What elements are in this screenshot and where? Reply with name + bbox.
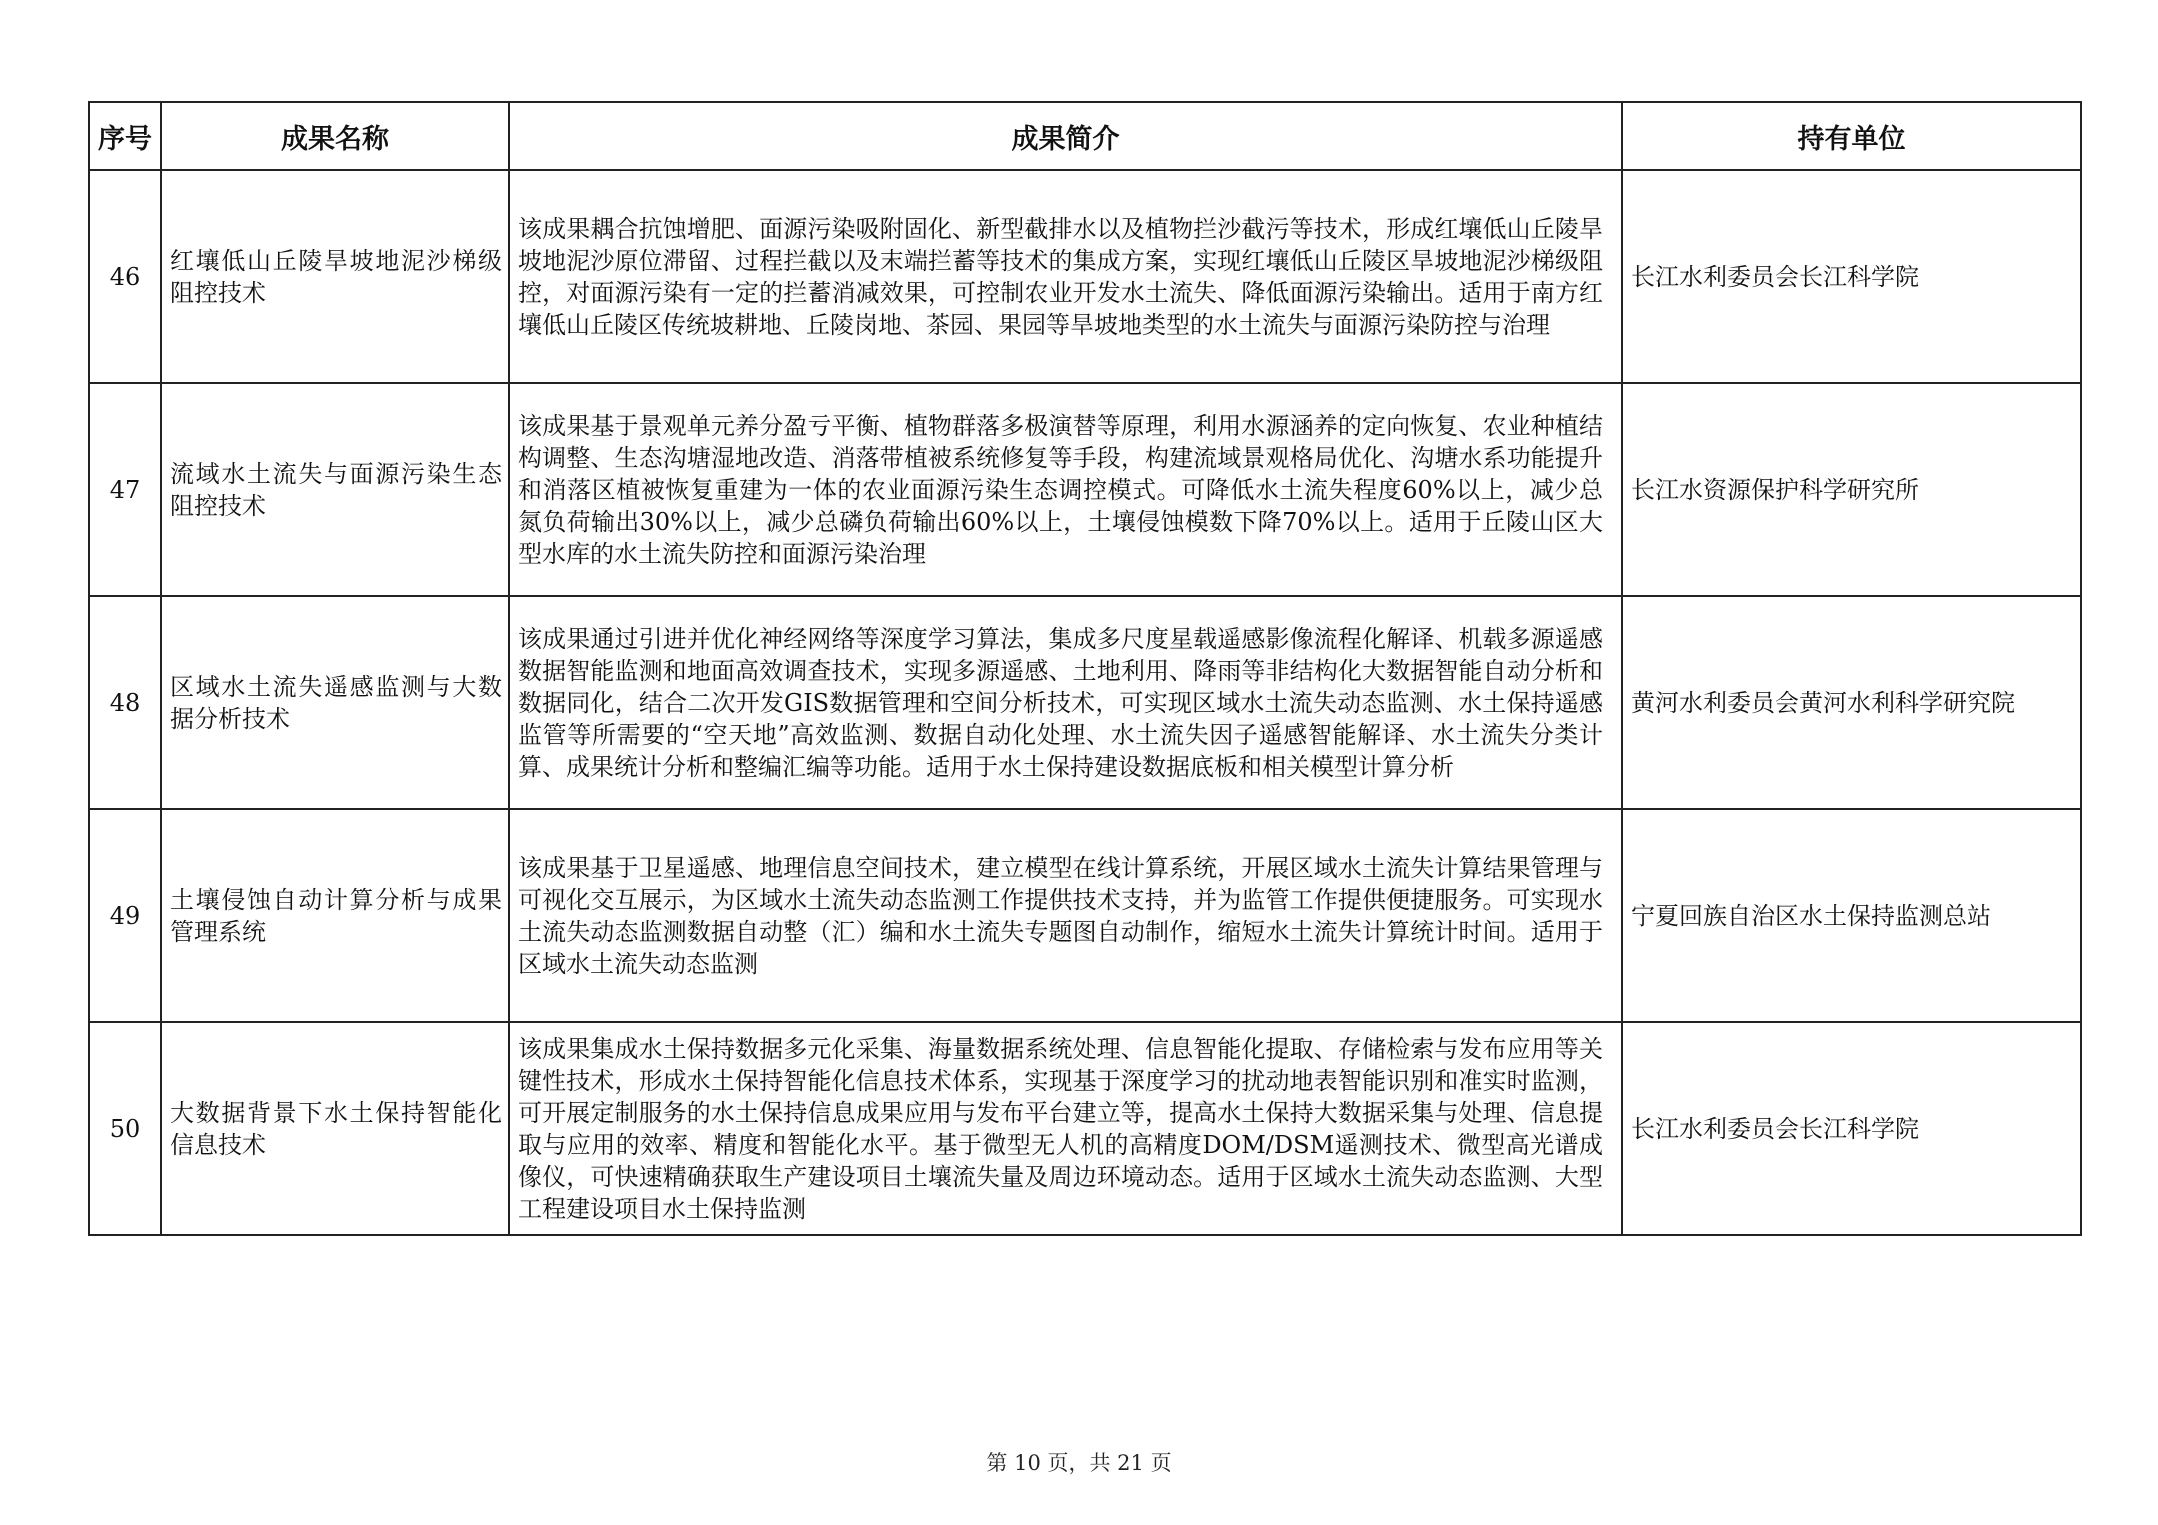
- table-row: [89, 596, 2081, 809]
- row-result-name: 大数据背景下水土保持智能化信息技术: [161, 1022, 509, 1235]
- header-serial-number: 序号: [89, 102, 161, 170]
- row-holding-unit: 长江水利委员会长江科学院: [1622, 170, 2081, 383]
- row-serial-number: 47: [89, 383, 161, 596]
- row-result-name: 土壤侵蚀自动计算分析与成果管理系统: [161, 809, 509, 1022]
- row-result-summary: 该成果基于卫星遥感、地理信息空间技术，建立模型在线计算系统，开展区域水土流失计算结果管理与可视化交互展示，为区域水土流失动态监测工作提供技术支持，并为监管工作提供便捷服务。可实现水土流失动态监测数据自动整（汇）编和水土流失专题图自动制作，缩短水土流失计算统计时间。适用于区域水土流失动态监测: [509, 809, 1622, 1022]
- row-result-summary: 该成果基于景观单元养分盈亏平衡、植物群落多极演替等原理，利用水源涵养的定向恢复、农业种植结构调整、生态沟塘湿地改造、消落带植被系统修复等手段，构建流域景观格局优化、沟塘水系功能提升和消落区植被恢复重建为一体的农业面源污染生态调控模式。可降低水土流失程度60%以上，减少总氮负荷输出30%以上，减少总磷负荷输出60%以上，土壤侵蚀模数下降70%以上。适用于丘陵山区大型水库的水土流失防控和面源污染治理: [509, 383, 1622, 596]
- table-row: [89, 1022, 2081, 1235]
- header-result-summary: 成果简介: [509, 102, 1622, 170]
- header-result-name: 成果名称: [161, 102, 509, 170]
- row-serial-number: 50: [89, 1022, 161, 1235]
- row-result-name: 红壤低山丘陵旱坡地泥沙梯级阻控技术: [161, 170, 509, 383]
- row-serial-number: 49: [89, 809, 161, 1022]
- row-holding-unit: 长江水利委员会长江科学院: [1622, 1022, 2081, 1235]
- results-table: [88, 101, 2082, 1236]
- header-holding-unit: 持有单位: [1622, 102, 2081, 170]
- row-result-name: 流域水土流失与面源污染生态阻控技术: [161, 383, 509, 596]
- row-result-summary: 该成果耦合抗蚀增肥、面源污染吸附固化、新型截排水以及植物拦沙截污等技术，形成红壤低山丘陵旱坡地泥沙原位滞留、过程拦截以及末端拦蓄等技术的集成方案，实现红壤低山丘陵区旱坡地泥沙梯级阻控，对面源污染有一定的拦蓄消减效果，可控制农业开发水土流失、降低面源污染输出。适用于南方红壤低山丘陵区传统坡耕地、丘陵岗地、茶园、果园等旱坡地类型的水土流失与面源污染防控与治理: [509, 170, 1622, 383]
- page-number-footer: 第 10 页，共 21 页: [986, 1451, 1172, 1475]
- table-row: [89, 809, 2081, 1022]
- table-row: [89, 383, 2081, 596]
- row-holding-unit: 黄河水利委员会黄河水利科学研究院: [1622, 596, 2081, 809]
- table-row: [89, 170, 2081, 383]
- row-serial-number: 48: [89, 596, 161, 809]
- row-holding-unit: 宁夏回族自治区水土保持监测总站: [1622, 809, 2081, 1022]
- row-result-summary: 该成果集成水土保持数据多元化采集、海量数据系统处理、信息智能化提取、存储检索与发布应用等关键性技术，形成水土保持智能化信息技术体系，实现基于深度学习的扰动地表智能识别和准实时监测，可开展定制服务的水土保持信息成果应用与发布平台建立等，提高水土保持大数据采集与处理、信息提取与应用的效率、精度和智能化水平。基于微型无人机的高精度DOM/DSM遥测技术、微型高光谱成像仪，可快速精确获取生产建设项目土壤流失量及周边环境动态。适用于区域水土流失动态监测、大型工程建设项目水土保持监测: [509, 1022, 1622, 1235]
- row-result-name: 区域水土流失遥感监测与大数据分析技术: [161, 596, 509, 809]
- table-header-row: [89, 102, 2081, 170]
- row-serial-number: 46: [89, 170, 161, 383]
- row-result-summary: 该成果通过引进并优化神经网络等深度学习算法，集成多尺度星载遥感影像流程化解译、机载多源遥感数据智能监测和地面高效调查技术，实现多源遥感、土地利用、降雨等非结构化大数据智能自动分析和数据同化，结合二次开发GIS数据管理和空间分析技术，可实现区域水土流失动态监测、水土保持遥感监管等所需要的“空天地”高效监测、数据自动化处理、水土流失因子遥感智能解译、水土流失分类计算、成果统计分析和整编汇编等功能。适用于水土保持建设数据底板和相关模型计算分析: [509, 596, 1622, 809]
- row-holding-unit: 长江水资源保护科学研究所: [1622, 383, 2081, 596]
